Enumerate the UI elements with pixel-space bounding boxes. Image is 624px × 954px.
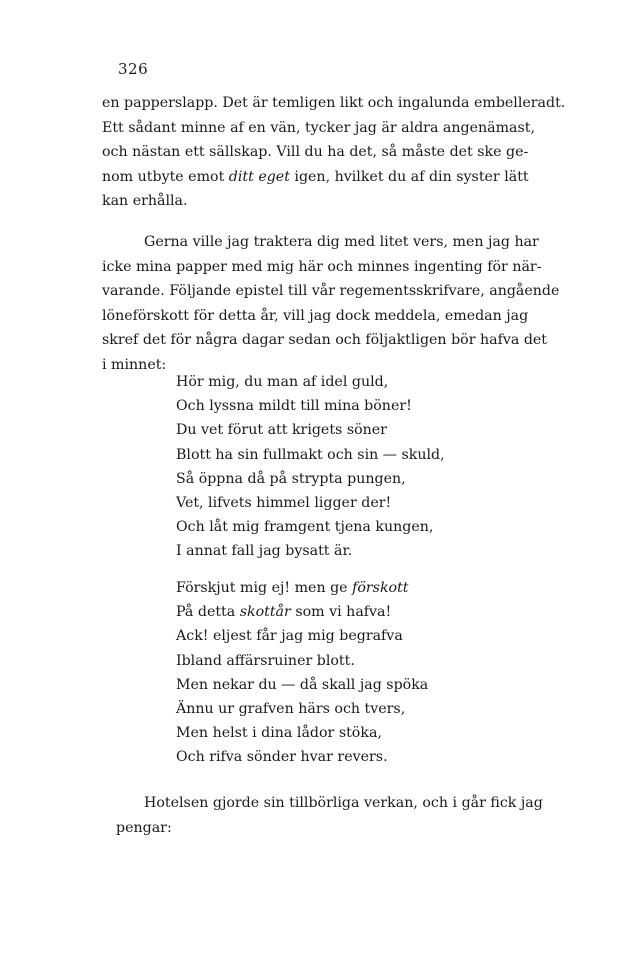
emphasis-text: skottår — [239, 604, 291, 621]
verse-line: Och låt mig framgent tjena kungen, — [176, 519, 434, 536]
verse-line: Och rifva sönder hvar revers. — [176, 749, 388, 766]
emphasis-text: ditt eget — [228, 168, 290, 185]
verse-line: Hör mig, du man af idel guld, — [176, 374, 389, 390]
paragraph-verse-intro — [102, 230, 560, 378]
text-line: Hotelsen gjorde sin tillbörliga verkan, och i går fick jag — [144, 795, 543, 811]
poem-stanza-2 — [176, 576, 428, 770]
text-line: icke mina papper med mig här och minnes ingenting för när- — [102, 258, 542, 275]
verse-line: I annat fall jag bysatt är. — [176, 543, 353, 560]
text-line: pengar: — [116, 819, 172, 836]
verse-line: Så öppna då på strypta pungen, — [176, 470, 406, 487]
text-line: Gerna ville jag traktera dig med litet vers, men jag har — [144, 234, 539, 250]
text-line: löneförskott för detta år, vill jag dock meddela, emedan jag — [102, 307, 529, 324]
verse-line: Men nekar du — då skall jag spöka — [176, 676, 429, 693]
text-line-mixed — [102, 165, 528, 190]
text-line: Ett sådant minne af en vän, tycker jag är aldra angenämast, — [102, 119, 536, 136]
poem-stanza-1 — [176, 370, 445, 564]
verse-line-mixed — [176, 576, 428, 600]
text-line: en papperslapp. Det är temligen likt och ingalunda embelleradt. — [102, 95, 566, 111]
text-line: varande. Följande epistel till vår regementsskrifvare, angående — [102, 283, 560, 300]
verse-line-mixed — [176, 600, 428, 624]
paragraph-closing — [102, 791, 543, 840]
text-run: som vi hafva! — [295, 604, 392, 621]
verse-line: Ännu ur grafven härs och tvers, — [176, 701, 406, 718]
verse-line: Ibland affärsruiner blott. — [176, 652, 355, 669]
text-run: igen, hvilket du af din syster lätt — [294, 168, 529, 185]
page-number: 326 — [118, 60, 149, 78]
verse-line: Ack! eljest får jag mig begrafva — [176, 628, 403, 645]
verse-line: Men helst i dina lådor stöka, — [176, 725, 382, 742]
text-run: nom utbyte emot — [102, 168, 225, 185]
text-run: Förskjut mig ej! men ge — [176, 580, 348, 596]
text-line: och nästan ett sällskap. Vill du ha det, så måste det ske ge- — [102, 144, 529, 161]
verse-line: Vet, lifvets himmel ligger der! — [176, 495, 392, 512]
text-line: skref det för några dagar sedan och följaktligen bör hafva det — [102, 332, 548, 349]
verse-line: Du vet förut att krigets söner — [176, 422, 387, 439]
verse-line: Blott ha sin fullmakt och sin — skuld, — [176, 446, 445, 463]
text-run: På detta — [176, 604, 236, 621]
text-line: i minnet: — [102, 356, 167, 373]
paragraph-letter-opening — [102, 91, 566, 214]
text-line: kan erhålla. — [102, 193, 188, 210]
emphasis-text: förskott — [352, 580, 409, 596]
verse-line: Och lyssna mildt till mina böner! — [176, 398, 412, 415]
